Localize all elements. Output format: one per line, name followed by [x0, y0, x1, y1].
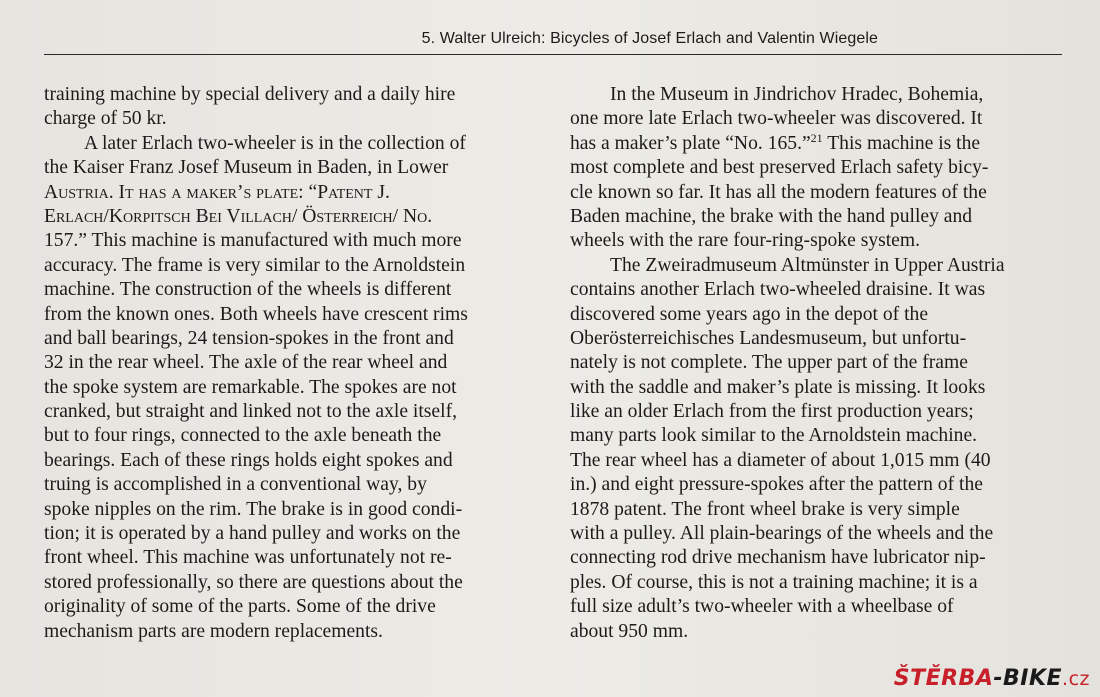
text-line: wheels with the rare four-ring-spoke system. — [570, 230, 921, 252]
text-line: about 950 mm. — [570, 620, 689, 642]
text-line: Erlach/Korpitsch Bei Villach/ Österreich/ No. — [44, 205, 433, 227]
text-line: training machine by special delivery and a daily hire — [44, 84, 456, 105]
right-column — [570, 83, 1070, 644]
text-line: spoke nipples on the rim. The brake is in good condi- — [44, 498, 463, 520]
text-line: nately is not complete. The upper part of the frame — [570, 352, 968, 374]
text-line: most complete and best preserved Erlach safety bicy- — [570, 157, 989, 179]
text-line: 1878 patent. The front wheel brake is very simple — [570, 498, 960, 520]
text-line: contains another Erlach two-wheeled draisine. It was — [570, 279, 986, 301]
text-line: Oberösterreichisches Landesmuseum, but unfortu- — [570, 327, 967, 349]
text-line: cle known so far. It has all the modern features of the — [570, 181, 987, 203]
text-line: discovered some years ago in the depot of the — [570, 303, 929, 325]
text-line: mechanism parts are modern replacements. — [44, 620, 383, 642]
text-line: Baden machine, the brake with the hand pulley and — [570, 205, 973, 227]
text-line: like an older Erlach from the first production years; — [570, 401, 974, 423]
text-line: 32 in the rear wheel. The axle of the rear wheel and — [44, 352, 448, 374]
text-line: front wheel. This machine was unfortunately not re- — [44, 547, 452, 569]
paragraph-start: A later Erlach two-wheeler is in the collection of — [84, 132, 466, 154]
text-line: the spoke system are remarkable. The spokes are not — [44, 376, 457, 398]
text-line: originality of some of the parts. Some of the drive — [44, 596, 436, 618]
text-line: in.) and eight pressure-spokes after the pattern of the — [570, 474, 983, 496]
running-title: 5. Walter Ulreich: Bicycles of Josef Erlach and Valentin Wiegele — [421, 30, 878, 47]
watermark-domain: .cz — [1062, 668, 1090, 690]
left-column — [44, 83, 544, 644]
text-line: stored professionally, so there are questions about the — [44, 571, 463, 593]
text-line: The rear wheel has a diameter of about 1,015 mm (40 — [570, 449, 991, 471]
text-line: from the known ones. Both wheels have crescent rims — [44, 303, 468, 325]
paragraph-start: In the Museum in Jindrichov Hradec, Bohemia, — [610, 84, 984, 105]
watermark-brand: ŠTĚRBA — [893, 666, 994, 691]
text-line: and ball bearings, 24 tension-spokes in the front and — [44, 327, 454, 349]
text-line: connecting rod drive mechanism have lubricator nip- — [570, 547, 986, 569]
site-watermark — [894, 666, 1090, 691]
text-fragment: has a maker’s plate “No. 165.” — [570, 132, 811, 154]
text-line: machine. The construction of the wheels is different — [44, 279, 452, 301]
text-line: cranked, but straight and linked not to the axle itself, — [44, 401, 457, 423]
header-rule — [44, 54, 1062, 55]
text-line — [570, 132, 1070, 156]
text-line: tion; it is operated by a hand pulley and works on the — [44, 523, 461, 545]
text-line: with the saddle and maker’s plate is missing. It looks — [570, 376, 986, 398]
text-line: with a pulley. All plain-bearings of the wheels and the — [570, 523, 994, 545]
text-line: Austria. It has a maker’s plate: “Patent J. — [44, 181, 390, 203]
text-line: one more late Erlach two-wheeler was discovered. It — [570, 108, 983, 130]
footnote-marker: 21 — [810, 130, 823, 145]
text-line: but to four rings, connected to the axle beneath the — [44, 425, 442, 447]
text-line: truing is accomplished in a conventional way, by — [44, 474, 427, 496]
text-line: many parts look similar to the Arnoldstein machine. — [570, 425, 978, 447]
text-line: the Kaiser Franz Josef Museum in Baden, in Lower — [44, 157, 449, 179]
text-line: full size adult’s two-wheeler with a wheelbase of — [570, 596, 954, 618]
text-line: accuracy. The frame is very similar to the Arnoldstein — [44, 254, 466, 276]
paragraph-start: The Zweiradmuseum Altmünster in Upper Austria — [610, 254, 1005, 276]
watermark-bike: -BIKE — [993, 666, 1063, 691]
text-line: bearings. Each of these rings holds eight spokes and — [44, 449, 453, 471]
text-fragment: This machine is the — [822, 132, 981, 154]
text-line: 157.” This machine is manufactured with much more — [44, 230, 462, 252]
text-line: charge of 50 kr. — [44, 108, 167, 130]
text-line: ples. Of course, this is not a training machine; it is a — [570, 571, 978, 593]
